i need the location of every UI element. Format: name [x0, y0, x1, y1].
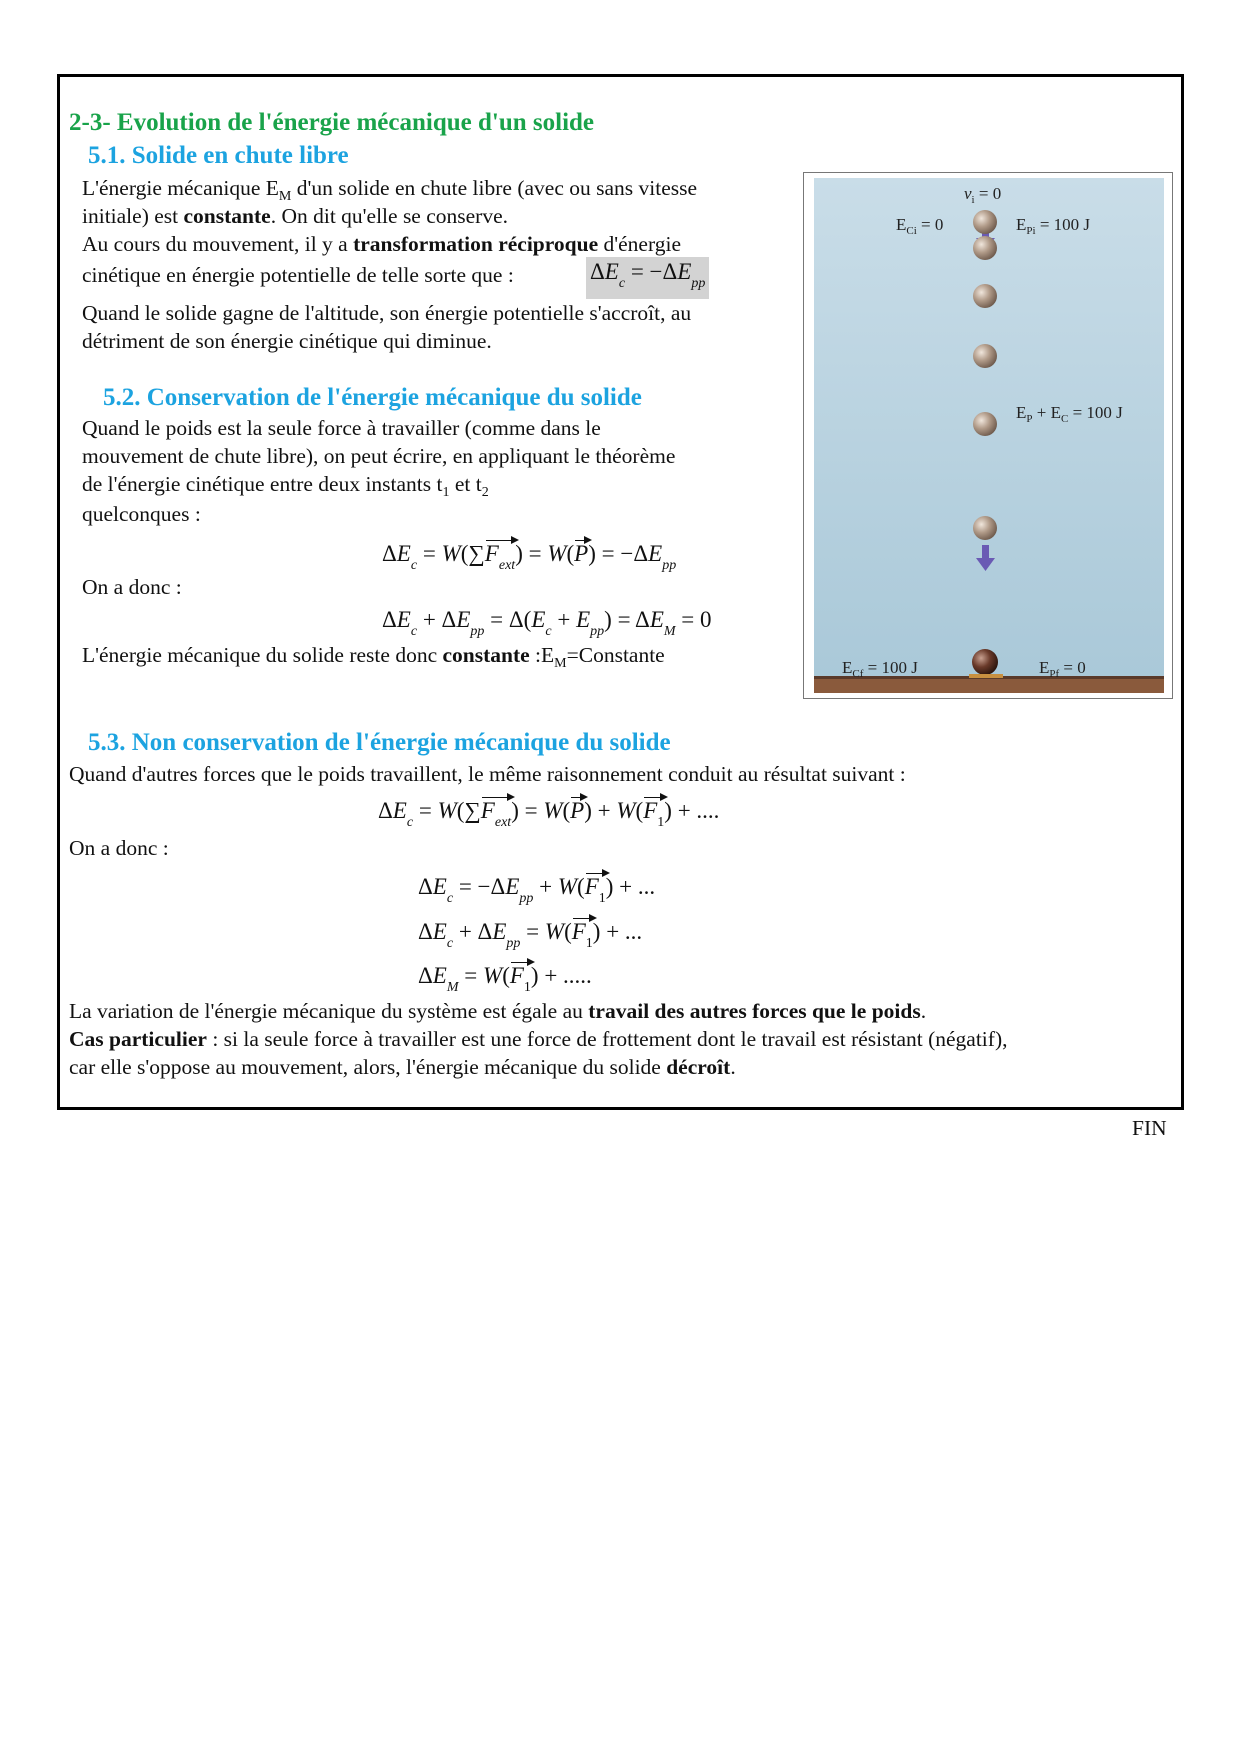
equation-step-3: $\Delta E_M = W(F_1)$ + ..... [418, 961, 592, 1003]
s53-line-5: car elle s'oppose au mouvement, alors, l'énergie mécanique du solide décroît. [69, 1055, 736, 1079]
ball-icon [972, 649, 998, 675]
s52-line-4: quelconques : [82, 502, 201, 526]
ground [814, 678, 1164, 693]
subsection-5-1-title: 5.1. Solide en chute libre [88, 142, 349, 169]
s53-line-2: On a donc : [69, 836, 169, 860]
ball-icon [973, 344, 997, 368]
s53-line-4: Cas particulier : si la seule force à travailler est une force de frottement dont le travail est résistant (négatif), [69, 1027, 1008, 1051]
equation-step-1: $\Delta E_c = -\Delta E_{pp} + W(F_1)$ + ... [418, 872, 655, 914]
free-fall-figure [803, 172, 1173, 699]
label-vi: $v_i = 0$ [964, 184, 1002, 206]
label-epf: $E_{Pf} = 0$ [1039, 658, 1086, 680]
equation-step-2: $\Delta E_c + \Delta E_{pp} = W(F_1)$ + ... [418, 917, 642, 959]
free-fall-illustration [814, 178, 1164, 693]
ball-icon [973, 210, 997, 234]
equation-nonconservative: $\Delta E_c = W(\sum F_{ext}) = W(P) + W(F_1)$ + .... [378, 796, 719, 838]
equation-conservation: $\Delta E_c + \Delta E_{pp} = \Delta(E_c + E_{pp}) = \Delta E_M = 0$ [382, 607, 712, 639]
s51-line-2: initiale) est constante. On dit qu'elle se conserve. [82, 204, 509, 228]
ball-icon [973, 516, 997, 540]
subsection-5-2-title: 5.2. Conservation de l'énergie mécanique du solide [103, 384, 642, 411]
s51-line-1: L'énergie mécanique $E_M$ d'un solide en chute libre (avec ou sans vitesse [82, 176, 698, 204]
ball-icon [973, 236, 997, 260]
ball-icon [973, 412, 997, 436]
s51-line-6: détriment de son énergie cinétique qui diminue. [82, 329, 492, 353]
label-ep-ec: $E_P + E_C = 100$ J [1016, 403, 1123, 425]
equation-work-theorem: $\Delta E_c = W(\sum F_{ext}) = W(P) = -\Delta E_{pp}$ [382, 539, 676, 581]
s51-line-5: Quand le solide gagne de l'altitude, son énergie potentielle s'accroît, au [82, 301, 692, 325]
section-heading: 2-3- Evolution de l'énergie mécanique d'un solide [69, 109, 595, 136]
s51-line-3: Au cours du mouvement, il y a transformation réciproque d'énergie [82, 232, 681, 256]
label-ecf: $E_{Cf} = 100$ J [842, 658, 918, 680]
s53-line-1: Quand d'autres forces que le poids travaillent, le même raisonnement conduit au résultat suivant : [69, 762, 906, 786]
s52-line-5: On a donc : [82, 575, 182, 599]
s52-line-3: de l'énergie cinétique entre deux instants $t_1$ et $t_2$ [82, 472, 489, 500]
fin-label: FIN [1132, 1116, 1167, 1140]
s52-line-1: Quand le poids est la seule force à travailler (comme dans le [82, 416, 601, 440]
s53-line-3: La variation de l'énergie mécanique du système est égale au travail des autres forces que le poids. [69, 999, 927, 1023]
label-epi: $E_{Pi} = 100$ J [1016, 215, 1091, 237]
label-eci: $E_{Ci} = 0$ [896, 215, 944, 237]
s52-line-2: mouvement de chute libre), on peut écrire, en appliquant le théorème [82, 444, 676, 468]
subsection-5-3-title: 5.3. Non conservation de l'énergie mécanique du solide [88, 729, 671, 756]
ball-icon [973, 284, 997, 308]
equation-delta-ec: $\Delta E_c = -\Delta E_{pp}$ [586, 257, 709, 299]
s51-line-4: cinétique en énergie potentielle de telle sorte que : [82, 263, 514, 287]
s52-line-6: L'énergie mécanique du solide reste donc constante $:E_M=Constante$ [82, 643, 665, 671]
